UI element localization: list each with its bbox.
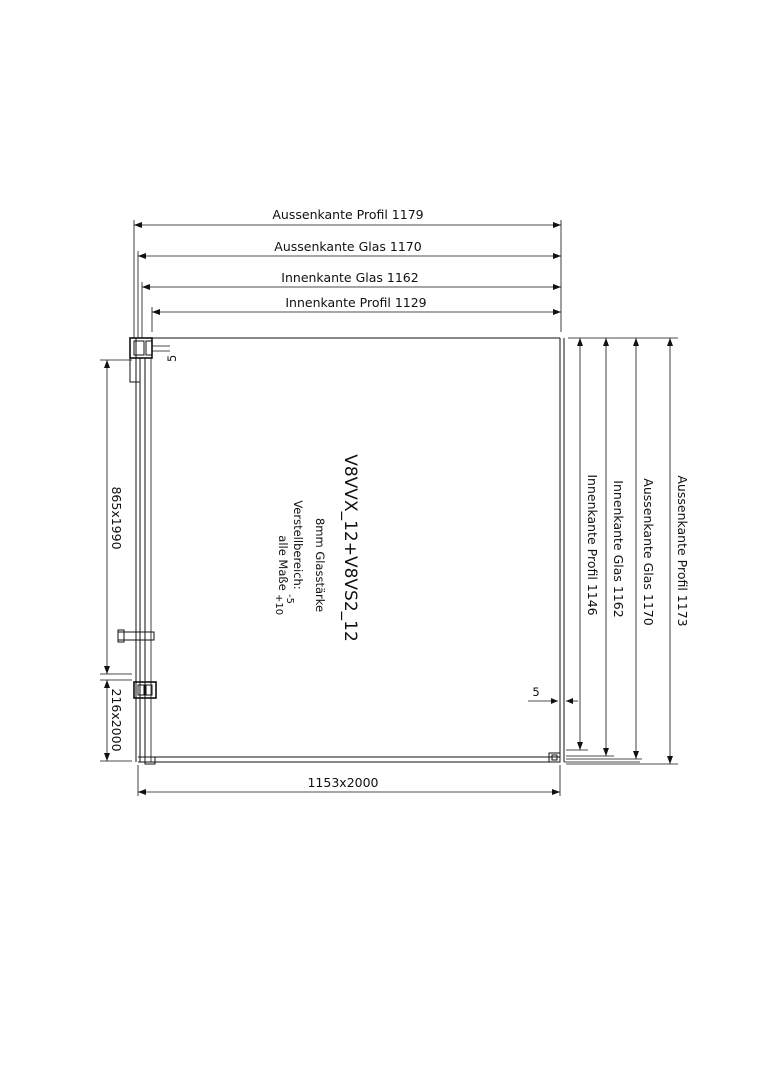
right-dim-label-1: Innenkante Profil 1146 (585, 474, 600, 616)
small-dimension-right (528, 685, 578, 704)
glass-thickness-block (313, 518, 327, 612)
tolerance-minus: -5 (284, 594, 295, 604)
center-text-block (340, 454, 360, 642)
right-dimension-aussenkante-glas (633, 338, 656, 759)
top-dim-label-4: Innenkante Profil 1129 (285, 295, 427, 310)
small-dimension-top (152, 346, 179, 362)
model-number: V8VVX_12+V8VS2_12 (340, 454, 360, 642)
small-dim-top-label: 5 (165, 354, 179, 362)
hinge-top-left (130, 338, 152, 382)
left-dim-label-2: 216x2000 (109, 688, 124, 752)
tolerance-plus: +10 (273, 594, 284, 616)
top-dimension-aussenkante-profil (134, 207, 561, 228)
adjust-range: Verstellbereich: (291, 500, 305, 590)
right-dimension-innenkante-profil (577, 338, 600, 750)
right-dim-label-4: Aussenkante Profil 1173 (675, 475, 690, 627)
left-dim-label-1: 865x1990 (109, 486, 124, 550)
small-dim-right-label: 5 (532, 685, 540, 699)
adjust-range-block (291, 500, 305, 589)
top-dim-label-2: Aussenkante Glas 1170 (274, 239, 422, 254)
left-dimension-865 (100, 360, 132, 674)
top-dim-label-3: Innenkante Glas 1162 (281, 270, 419, 285)
right-dimension-innenkante-glas (603, 338, 626, 756)
svg-text:alle Maße (276, 535, 290, 590)
right-dim-label-3: Aussenkante Glas 1170 (641, 478, 656, 626)
glass-thickness: 8mm Glasstärke (313, 517, 327, 613)
tolerance-prefix: alle Maße (276, 535, 290, 591)
right-dim-label-2: Innenkante Glas 1162 (611, 480, 626, 618)
shower-outline (136, 338, 640, 762)
bottom-dimension (138, 765, 560, 796)
top-dim-label-1: Aussenkante Profil 1179 (272, 207, 424, 222)
top-dimension-innenkante-profil (152, 295, 561, 315)
top-dimension-aussenkante-glas (138, 239, 561, 259)
bottom-left-corner (145, 757, 155, 764)
left-dimension-216 (100, 680, 132, 761)
bottom-dim-label: 1153x2000 (307, 775, 379, 790)
top-dimension-innenkante-glas (142, 270, 561, 290)
right-dimension-aussenkante-profil (667, 338, 690, 764)
